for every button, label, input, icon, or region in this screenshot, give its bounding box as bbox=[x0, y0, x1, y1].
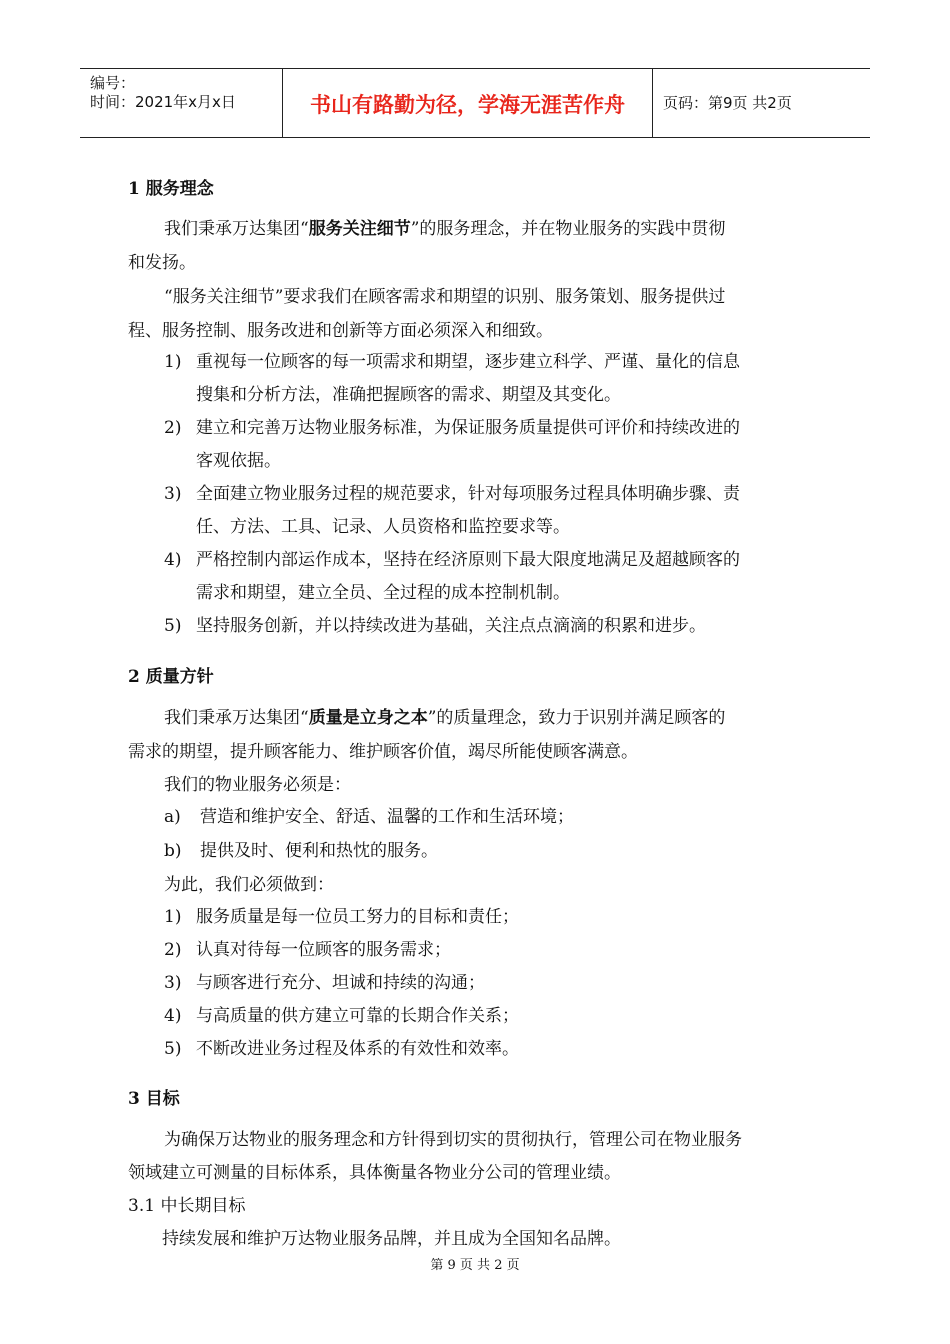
list-item: 严格控制内部运作成本，坚持在经济原则下最大限度地满足及超越顾客的 bbox=[196, 550, 740, 570]
list-item: 与顾客进行充分、坦诚和持续的沟通； bbox=[196, 973, 485, 993]
list-item: 建立和完善万达物业服务标准，为保证服务质量提供可评价和持续改进的 bbox=[196, 418, 740, 438]
list-item-number: 5) bbox=[164, 616, 182, 636]
list-item-number: 2) bbox=[164, 418, 182, 438]
page-footer: 第 9 页 共 2 页 bbox=[430, 1258, 520, 1273]
list-item: 不断改进业务过程及体系的有效性和效率。 bbox=[196, 1039, 519, 1059]
paragraph-line bbox=[164, 707, 725, 729]
paragraph-line: 需求的期望，提升顾客能力、维护顾客价值，竭尽所能使顾客满意。 bbox=[128, 742, 638, 762]
date-label: 时间：2021年x月x日 bbox=[90, 93, 236, 111]
paragraph-line: 领域建立可测量的目标体系，具体衡量各物业分公司的管理业绩。 bbox=[128, 1163, 621, 1183]
paragraph-line: 程、服务控制、服务改进和创新等方面必须深入和细致。 bbox=[128, 321, 553, 341]
list-item-letter: b) bbox=[164, 841, 182, 861]
paragraph-line: 为确保万达物业的服务理念和方针得到切实的贯彻执行，管理公司在物业服务 bbox=[164, 1130, 742, 1150]
list-item: 任、方法、工具、记录、人员资格和监控要求等。 bbox=[196, 517, 570, 537]
list-item-number: 4) bbox=[164, 550, 182, 570]
emphasis-text: 质量是立身之本 bbox=[308, 708, 428, 728]
emphasis-text: 服务关注细节 bbox=[308, 219, 411, 239]
list-item: 营造和维护安全、舒适、温馨的工作和生活环境； bbox=[200, 807, 574, 827]
list-item-number: 1) bbox=[164, 907, 182, 927]
motto: 书山有路勤为径，学海无涯苦作舟 bbox=[310, 93, 625, 117]
paragraph-line: “服务关注细节”要求我们在顾客需求和期望的识别、服务策划、服务提供过 bbox=[164, 287, 726, 307]
section-heading-quality-policy: 2 质量方针 bbox=[128, 667, 214, 687]
paragraph-line: 我们的物业服务必须是： bbox=[164, 775, 351, 795]
list-item-number: 3) bbox=[164, 973, 182, 993]
page-info: 页码：第9页 共2页 bbox=[663, 94, 792, 112]
list-item: 全面建立物业服务过程的规范要求，针对每项服务过程具体明确步骤、责 bbox=[196, 484, 740, 504]
list-item: 认真对待每一位顾客的服务需求； bbox=[196, 940, 451, 960]
header-page-cell bbox=[653, 69, 870, 137]
section-heading-goals: 3 目标 bbox=[128, 1089, 180, 1109]
list-item-number: 1) bbox=[164, 352, 182, 372]
code-label: 编号： bbox=[90, 74, 136, 92]
list-item: 坚持服务创新，并以持续改进为基础，关注点点滴滴的积累和进步。 bbox=[196, 616, 706, 636]
paragraph-line: 持续发展和维护万达物业服务品牌，并且成为全国知名品牌。 bbox=[162, 1229, 621, 1249]
paragraph-line: 和发扬。 bbox=[128, 253, 196, 273]
list-item: 重视每一位顾客的每一项需求和期望，逐步建立科学、严谨、量化的信息 bbox=[196, 352, 740, 372]
text-span: 我们秉承万达集团“ bbox=[164, 708, 309, 728]
list-item-letter: a) bbox=[164, 807, 181, 827]
list-item-number: 2) bbox=[164, 940, 182, 960]
page-header bbox=[80, 68, 870, 138]
list-item: 与高质量的供方建立可靠的长期合作关系； bbox=[196, 1006, 519, 1026]
list-item: 客观依据。 bbox=[196, 451, 281, 471]
list-item: 需求和期望，建立全员、全过程的成本控制机制。 bbox=[196, 583, 570, 603]
paragraph-line bbox=[164, 218, 725, 240]
sub-heading: 3.1 中长期目标 bbox=[128, 1196, 246, 1216]
section-heading-service-concept: 1 服务理念 bbox=[128, 179, 214, 199]
text-span: 我们秉承万达集团“ bbox=[164, 219, 309, 239]
list-item: 搜集和分析方法，准确把握顾客的需求、期望及其变化。 bbox=[196, 385, 621, 405]
list-item-number: 5) bbox=[164, 1039, 182, 1059]
header-meta-cell bbox=[80, 69, 283, 137]
list-item: 提供及时、便利和热忱的服务。 bbox=[200, 841, 438, 861]
list-item-number: 3) bbox=[164, 484, 182, 504]
header-motto-cell bbox=[283, 69, 653, 137]
text-span: ”的服务理念，并在物业服务的实践中贯彻 bbox=[410, 219, 726, 239]
list-item-number: 4) bbox=[164, 1006, 182, 1026]
text-span: ”的质量理念，致力于识别并满足顾客的 bbox=[427, 708, 726, 728]
list-item: 服务质量是每一位员工努力的目标和责任； bbox=[196, 907, 519, 927]
paragraph-line: 为此，我们必须做到： bbox=[164, 875, 334, 895]
